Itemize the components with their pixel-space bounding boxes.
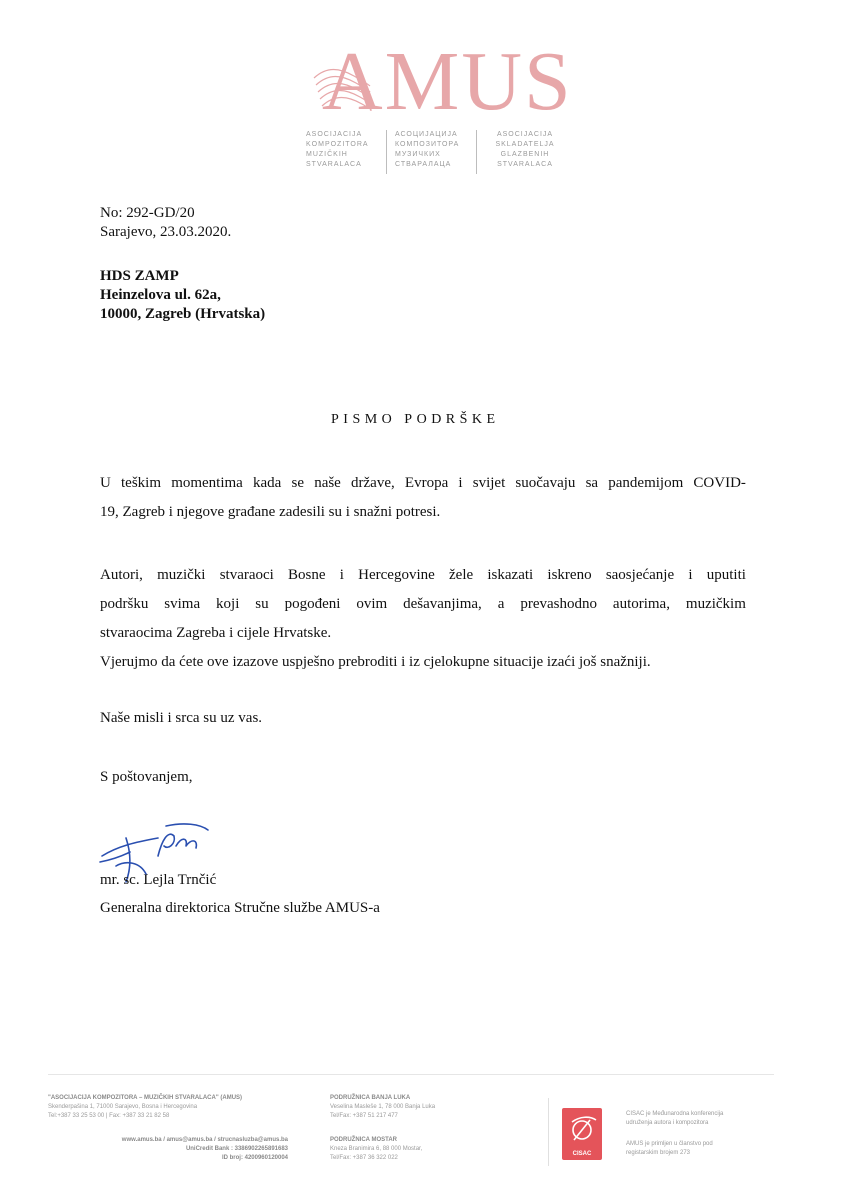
word: žele	[449, 567, 474, 583]
word: muzičkim	[685, 596, 746, 612]
word: uputiti	[706, 567, 746, 583]
word: a	[497, 596, 505, 612]
amus-logo: AMUS	[322, 35, 573, 128]
footer-hq-address: "ASOCIJACIJA KOMPOZITORA – MUZIČKIH STVARALACA" (AMUS) Skenderpašina 1, 71000 Sarajevo, Bosna i Hercegovina Tel:+387 33 25 53 00 | Fax: +387 33 21 82 58	[48, 1095, 243, 1119]
paragraph-2-line-2	[100, 595, 746, 613]
word: suočavaju	[515, 475, 576, 491]
word: Bosne	[288, 567, 326, 583]
association-name-latin-hr: ASOCIJACIJA SKLADATELJA GLAZBENIH STVARALACA	[495, 131, 555, 168]
paragraph-3: Vjerujmo da ćete ove izazove uspješno prebroditi i iz cjelokupne situacije izaći još snažniji.	[100, 654, 651, 670]
recipient-name: HDS ZAMP	[100, 268, 179, 284]
word: i	[458, 475, 463, 491]
footer-contact-bank: www.amus.ba / amus@amus.ba / strucnasluzba@amus.ba UniCredit Bank : 3386902265891683 ID broj: 4200960120004	[121, 1137, 288, 1161]
association-name-latin-bs: ASOCIJACIJA KOMPOZITORA MUZIČKIH STVARALACA	[306, 131, 369, 168]
paragraph-1-line-1	[100, 474, 746, 492]
word: pogođeni	[284, 596, 341, 612]
word: teškim	[121, 475, 162, 491]
word: svima	[164, 596, 201, 612]
recipient-street: Heinzelova ul. 62a,	[100, 287, 221, 303]
recipient-city: 10000, Zagreb (Hrvatska)	[100, 306, 266, 322]
footer-branch-banja-luka: PODRUŽNICA BANJA LUKA Veselina Masleše 1, 78 000 Banja Luka Tel/Fax: +387 51 217 477	[330, 1095, 436, 1119]
word: prevashodno	[520, 596, 597, 612]
signatory-role: Generalna direktorica Stručne službe AMUS-a	[100, 900, 380, 916]
letterhead-divider	[476, 130, 477, 174]
word: muzički	[157, 567, 206, 583]
cisac-mark-icon	[562, 1108, 602, 1148]
word: U	[100, 475, 111, 491]
document-number: No: 292-GD/20	[100, 205, 195, 221]
letter-title: PISMO PODRŠKE	[331, 412, 500, 427]
word: iskazati	[487, 567, 534, 583]
closing-salutation: S poštovanjem,	[100, 769, 193, 785]
word: COVID-	[693, 475, 746, 491]
word: iskreno	[547, 567, 592, 583]
word: kada	[253, 475, 282, 491]
place-and-date: Sarajevo, 23.03.2020.	[100, 224, 232, 240]
footer-divider	[548, 1098, 549, 1166]
word: Evropa	[404, 475, 449, 491]
word: se	[291, 475, 305, 491]
word: stvaraoci	[219, 567, 274, 583]
word: i	[688, 567, 693, 583]
word: autorima,	[612, 596, 670, 612]
word: saosjećanje	[605, 567, 675, 583]
word: momentima	[171, 475, 243, 491]
footer-divider	[48, 1074, 774, 1075]
word: Hercegovine	[358, 567, 435, 583]
word: podršku	[100, 596, 149, 612]
word: dešavanjima,	[403, 596, 482, 612]
word: i	[339, 567, 344, 583]
word: su	[255, 596, 269, 612]
word: sa	[585, 475, 599, 491]
letterhead-divider	[386, 130, 387, 174]
paragraph-1-line-2: 19, Zagreb i njegove građane zadesili su i snažni potresi.	[100, 504, 441, 520]
word: naše	[314, 475, 341, 491]
paragraph-2-line-1	[100, 566, 746, 584]
word: svijet	[472, 475, 506, 491]
footer-cisac-membership: AMUS je primljen u članstvo pod registarskim brojem 273	[626, 1141, 713, 1156]
word: koji	[216, 596, 240, 612]
paragraph-4: Naše misli i srca su uz vas.	[100, 710, 263, 726]
paragraph-2-line-3: stvaraocima Zagreba i cijele Hrvatske.	[100, 625, 332, 641]
association-name-cyrillic: АСОЦИЈАЦИЈА КОМПОЗИТОРА МУЗИЧКИХ СТВАРАЛАЦА	[395, 131, 460, 168]
signatory-name: mr. sc. Lejla Trnčić	[100, 872, 217, 888]
word: države,	[351, 475, 395, 491]
cisac-label: CISAC	[572, 1151, 592, 1157]
footer-branch-mostar: PODRUŽNICA MOSTAR Kneza Branimira 6, 88 000 Mostar, Tel/Fax: +387 36 322 022	[330, 1137, 423, 1161]
word: pandemijom	[608, 475, 684, 491]
word: ovim	[356, 596, 388, 612]
word: Autori,	[100, 567, 143, 583]
footer-cisac-info: CISAC je Međunarodna konferencija udruženja autora i kompozitora	[626, 1111, 724, 1126]
